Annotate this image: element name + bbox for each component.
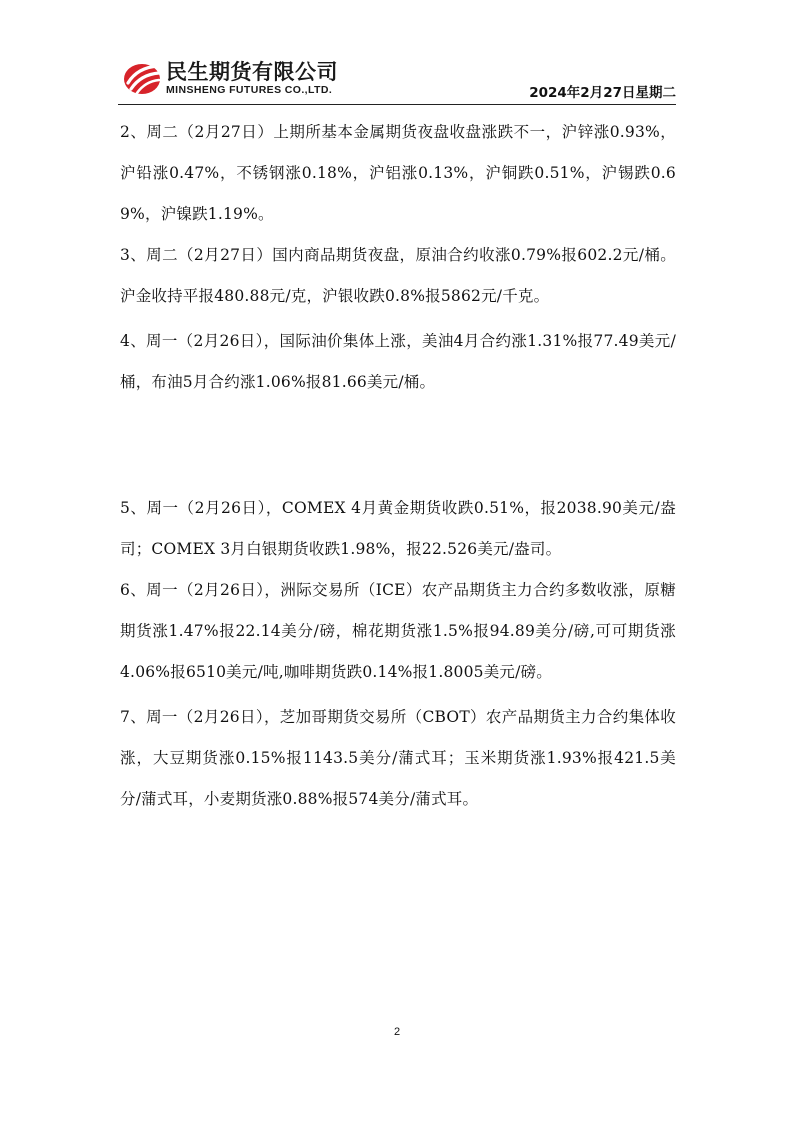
company-name-cn: 民生期货有限公司 [166,60,338,84]
header-date: 2024年2月27日星期二 [529,85,676,101]
page-header [118,54,676,104]
header-divider [118,104,676,105]
company-name-en: MINSHENG FUTURES CO.,LTD. [166,84,333,96]
news-item-2: 2、周二（2月27日）上期所基本金属期货夜盘收盘涨跌不一，沪锌涨0.93%，沪铅涨0.47%，不锈钢涨0.18%，沪铝涨0.13%，沪铜跌0.51%，沪锡跌0.69%，沪镍跌1.19%。 [120,123,676,223]
report-body [120,112,676,820]
spacer [120,403,676,488]
minsheng-logo-icon [122,57,162,97]
news-item-3: 3、周二（2月27日）国内商品期货夜盘，原油合约收涨0.79%报602.2元/桶。沪金收持平报480.88元/克，沪银收跌0.8%报5862元/千克。 [120,246,676,305]
news-item-7: 7、周一（2月26日），芝加哥期货交易所（CBOT）农产品期货主力合约集体收涨，大豆期货涨0.15%报1143.5美分/蒲式耳；玉米期货涨1.93%报421.5美分/蒲式耳，小麦期货涨0.88%报574美分/蒲式耳。 [120,708,676,808]
news-item-5: 5、周一（2月26日），COMEX 4月黄金期货收跌0.51%，报2038.90美元/盎司；COMEX 3月白银期货收跌1.98%，报22.526美元/盎司。 [120,499,676,558]
news-item-6: 6、周一（2月26日），洲际交易所（ICE）农产品期货主力合约多数收涨，原糖期货涨1.47%报22.14美分/磅，棉花期货涨1.5%报94.89美分/磅,可可期货涨4.06%报6510美元/吨,咖啡期货跌0.14%报1.8005美元/磅。 [120,581,676,681]
page-number: 2 [393,1026,401,1038]
news-item-4: 4、周一（2月26日），国际油价集体上涨，美油4月合约涨1.31%报77.49美元/桶，布油5月合约涨1.06%报81.66美元/桶。 [120,332,676,391]
